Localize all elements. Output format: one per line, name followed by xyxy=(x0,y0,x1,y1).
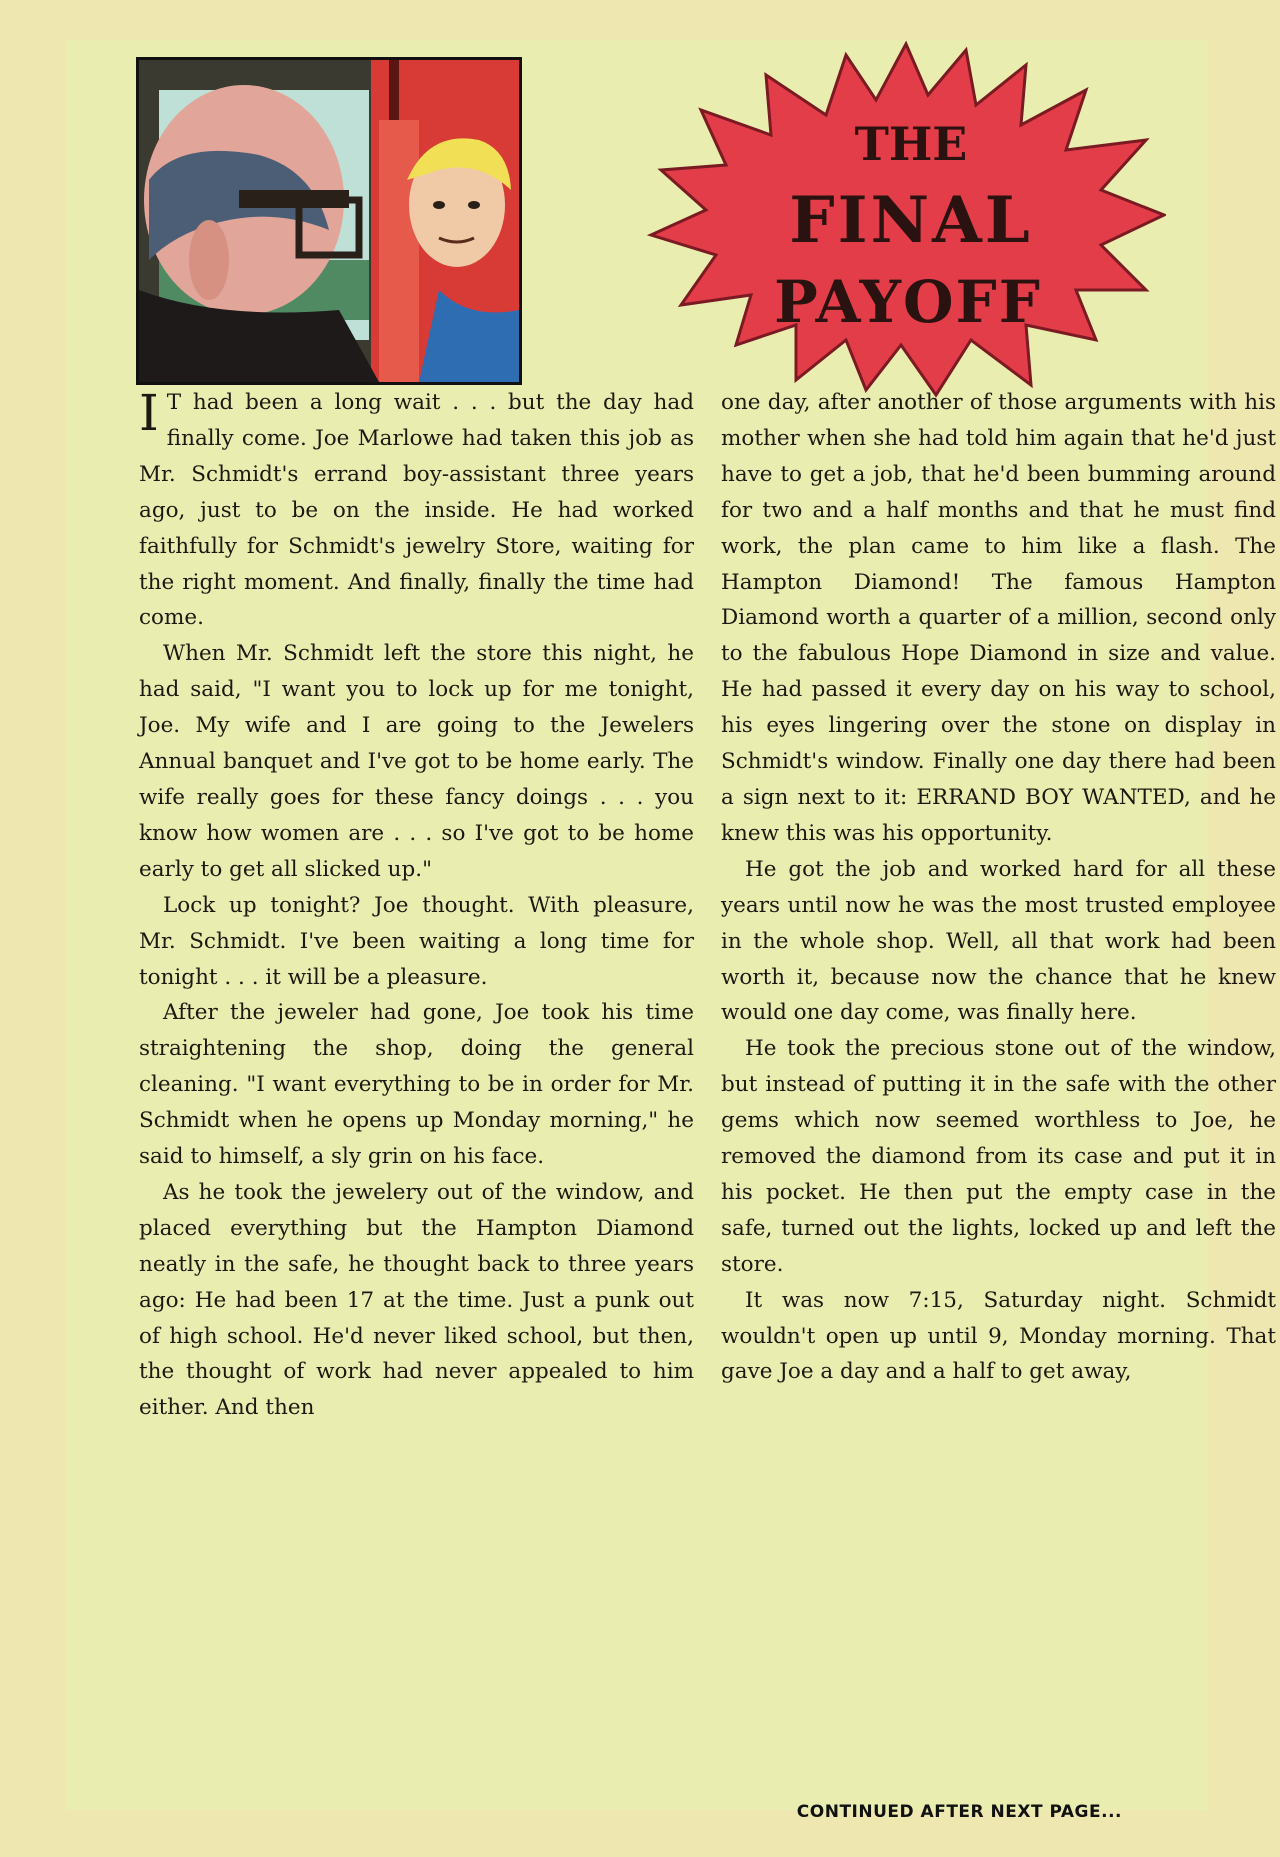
illustration-art xyxy=(139,60,519,382)
comic-page xyxy=(66,40,1276,1822)
story-column-left xyxy=(139,385,694,1426)
story-paragraph: He got the job and worked hard for all these years until now he was the most trusted employee in the whole shop. Well, all that work had been worth it, because now the chance that he knew would one day come, was finally here. xyxy=(721,856,1276,1026)
title-line-3: PAYOFF xyxy=(774,268,1042,336)
continued-notice: CONTINUED AFTER NEXT PAGE... xyxy=(796,1802,1122,1822)
title-line-2: FINAL xyxy=(789,183,1033,258)
drop-cap: I xyxy=(139,384,159,442)
title-line-1: THE xyxy=(854,117,968,171)
story-paragraph xyxy=(139,385,694,636)
story-paragraph: After the jeweler had gone, Joe took his time straightening the shop, doing the general cleaning. "I want everything to be in order for Mr. Schmidt when he opens up Monday morning," he said to himself, a sly grin on his face. xyxy=(139,1000,694,1170)
story-paragraph: As he took the jewelery out of the window, and placed everything but the Hampton Diamond neatly in the safe, he thought back to three years ago: He had been 17 at the time. Just a punk out of high school. He'd never liked school, but then, the thought of work had never appealed to him either. And then xyxy=(139,1179,694,1421)
story-paragraph: When Mr. Schmidt left the store this night, he had said, "I want you to lock up for me tonight, Joe. My wife and I are going to the Jewelers Annual banquet and I've got to be home early. The wife really goes for these fancy doings . . . you know how women are . . . so I've got to be home early to get all slicked up." xyxy=(139,641,694,882)
story-paragraph: one day, after another of those arguments with his mother when she had told him again that he'd just have to get a job, that he'd been bumming around for two and a half months and that he must find work, the plan came to him like a flash. The Hampton Diamond! The famous Hampton Diamond worth a quarter of a million, second only to the fabulous Hope Diamond in size and value. He had passed it every day on his way to school, his eyes lingering over the stone on display in Schmidt's window. Finally one day there had been a sign next to it: ERRAND BOY WANTED, and he knew this was his opportunity. xyxy=(721,390,1276,846)
story-paragraph: He took the precious stone out of the window, but instead of putting it in the safe with the other gems which now seemed worthless to Joe, he removed the diamond from its case and put it in his pocket. He then put the empty case in the safe, turned out the lights, locked up and left the store. xyxy=(721,1036,1276,1277)
title-burst xyxy=(646,40,1166,400)
story-illustration xyxy=(136,57,522,385)
story-column-right xyxy=(721,385,1276,1390)
story-paragraph: It was now 7:15, Saturday night. Schmidt wouldn't open up until 9, Monday morning. That gave Joe a day and a half to get away, xyxy=(721,1287,1276,1385)
story-paragraph: Lock up tonight? Joe thought. With pleasure, Mr. Schmidt. I've been waiting a long time for tonight . . . it will be a pleasure. xyxy=(139,892,694,990)
paragraph-text: T had been a long wait . . . but the day had finally come. Joe Marlowe had taken this job as Mr. Schmidt's errand boy-assistant three years ago, just to be on the inside. He had worked faithfully for Schmidt's jewelry Store, waiting for the right moment. And finally, finally the time had come. xyxy=(139,390,694,631)
